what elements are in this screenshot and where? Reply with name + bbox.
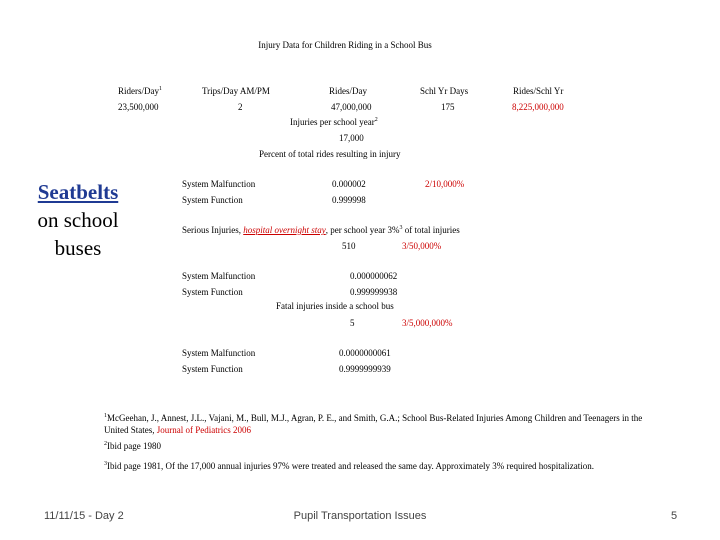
b1-malfunction-label: System Malfunction xyxy=(182,179,256,189)
footnote-3: $^3$Ibid page 1981, Of the 17,000 annual injuries 97% were treated and released the same day. Approximately 3% required hospitalization. xyxy=(104,461,595,471)
b2-function-value: 0.999999938 xyxy=(350,287,398,297)
fatal-ratio: 3/5,000,000% xyxy=(402,318,453,328)
b1-function-value: 0.999998 xyxy=(332,195,366,205)
footer-title: Pupil Transportation Issues xyxy=(293,510,427,522)
sidebar-subtitle: on school buses xyxy=(37,208,119,260)
page-title: Injury Data for Children Riding in a School Bus xyxy=(258,40,432,50)
serious-value: 510 xyxy=(342,241,356,251)
seatbelts-link[interactable]: Seatbelts xyxy=(37,180,119,204)
b2-function-label: System Function xyxy=(182,287,243,297)
value-rides-day: 47,000,000 xyxy=(331,102,372,112)
header-riders-day: Riders/Day$^1$ xyxy=(118,86,162,96)
serious-ratio: 3/50,000% xyxy=(402,241,442,251)
header-school-days: Schl Yr Days xyxy=(420,86,469,96)
b2-malfunction-label: System Malfunction xyxy=(182,271,256,281)
injuries-value: 17,000 xyxy=(339,133,364,143)
hospital-stay-link[interactable]: hospital overnight stay xyxy=(243,225,326,235)
value-school-days: 175 xyxy=(441,102,455,112)
value-rides-school-year: 8,225,000,000 xyxy=(512,102,564,112)
b1-ratio: 2/10,000% xyxy=(425,179,465,189)
percent-label: Percent of total rides resulting in injury xyxy=(259,149,401,159)
journal-citation: Journal of Pediatrics 2006 xyxy=(156,425,251,435)
footnote-2: $^2$Ibid page 1980 xyxy=(104,441,161,451)
b3-function-value: 0.9999999939 xyxy=(339,364,391,374)
b3-malfunction-label: System Malfunction xyxy=(182,348,256,358)
b3-function-label: System Function xyxy=(182,364,243,374)
b2-malfunction-value: 0.000000062 xyxy=(350,271,398,281)
injuries-label: Injuries per school year$^2$ xyxy=(290,117,378,127)
b1-function-label: System Function xyxy=(182,195,243,205)
serious-injuries-line: Serious Injuries, hospital overnight stay, per school year 3%$^3$ of total injuries xyxy=(182,225,460,235)
footnote-1: $^1$McGeehan, J., Annest, J.L., Vajani, M., Bull, M.J., Agran, P. E., and Smith, G.A.; School Bus-Related Injuries Among Children and Teenagers in the United States, Journal of Pediatrics 2006 xyxy=(104,413,643,435)
b1-malfunction-value: 0.000002 xyxy=(332,179,366,189)
value-trips-day: 2 xyxy=(238,102,243,112)
header-trips-day: Trips/Day AM/PM xyxy=(202,86,270,96)
b3-malfunction-value: 0.0000000061 xyxy=(339,348,391,358)
page-number: 5 xyxy=(671,510,678,522)
fatal-value: 5 xyxy=(350,318,355,328)
footer-date: 11/11/15 - Day 2 xyxy=(44,510,124,522)
value-riders-day: 23,500,000 xyxy=(118,102,159,112)
sidebar-title xyxy=(18,178,138,262)
header-rides-school-year: Rides/Schl Yr xyxy=(513,86,564,96)
header-rides-day: Rides/Day xyxy=(329,86,367,96)
fatal-label: Fatal injuries inside a school bus xyxy=(276,301,394,311)
